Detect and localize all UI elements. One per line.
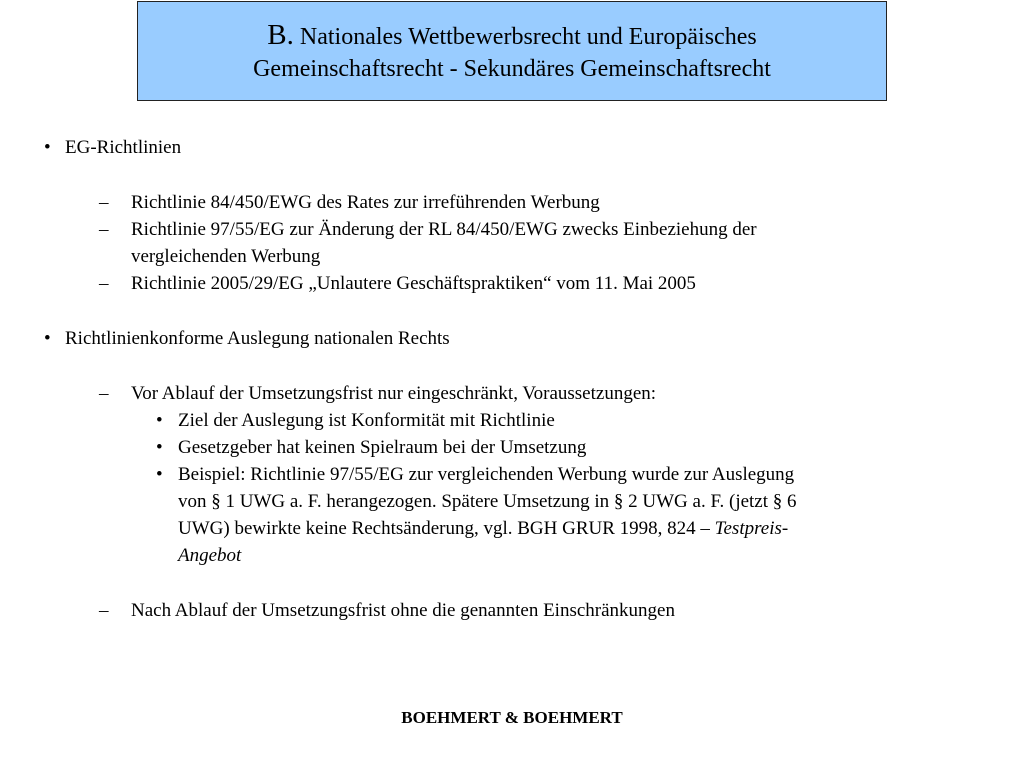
list-item-nach-ablauf: Nach Ablauf der Umsetzungsfrist ohne die genannten Einschränkungen [131,600,675,621]
dash-marker: – [99,383,109,404]
dash-marker: – [99,192,109,213]
section-heading-eg-richtlinien: EG-Richtlinien [65,137,182,158]
sub-item-beispiel: Beispiel: Richtlinie 97/55/EG zur vergleichenden Werbung wurde zur Auslegung [178,464,795,485]
sub-item-gesetzgeber: Gesetzgeber hat keinen Spielraum bei der Umsetzung [178,437,587,458]
list-item-directive-97-55: Richtlinie 97/55/EG zur Änderung der RL 84/450/EWG zwecks Einbeziehung der [131,219,757,240]
case-name-italic-continued: Angebot [178,545,242,566]
bullet-marker: • [44,328,51,349]
sub-bullet-marker: • [156,410,163,431]
dash-marker: – [99,600,109,621]
sub-item-ziel: Ziel der Auslegung ist Konformität mit Richtlinie [178,410,555,431]
dash-marker: – [99,273,109,294]
slide-title-text-1: Nationales Wettbewerbsrecht und Europäisches [299,24,757,50]
list-item-directive-97-55-continued: vergleichenden Werbung [131,246,321,267]
bullet-marker: • [44,137,51,158]
footer-firm-name: BOEHMERT & BOEHMERT [401,708,623,727]
list-item-directive-84-450: Richtlinie 84/450/EWG des Rates zur irreführenden Werbung [131,192,600,213]
case-name-italic: Testpreis- [714,518,789,539]
sub-item-beispiel-line-3-text: UWG) bewirkte keine Rechtsänderung, vgl. BGH GRUR 1998, 824 – [178,518,715,539]
section-heading-richtlinienkonforme-auslegung: Richtlinienkonforme Auslegung nationalen Rechts [65,328,450,349]
list-item-directive-2005-29: Richtlinie 2005/29/EG „Unlautere Geschäftspraktiken“ vom 11. Mai 2005 [131,273,696,294]
slide-title-letter: B. [267,19,294,51]
sub-item-beispiel-line-3 [178,515,788,542]
slide-title-line-2: Gemeinschaftsrecht - Sekundäres Gemeinschaftsrecht [253,56,771,82]
sub-item-beispiel-line-2: von § 1 UWG a. F. herangezogen. Spätere Umsetzung in § 2 UWG a. F. (jetzt § 6 [178,491,797,512]
dash-marker: – [99,219,109,240]
sub-bullet-marker: • [156,464,163,485]
sub-bullet-marker: • [156,437,163,458]
list-item-vor-ablauf: Vor Ablauf der Umsetzungsfrist nur eingeschränkt, Voraussetzungen: [131,383,657,404]
